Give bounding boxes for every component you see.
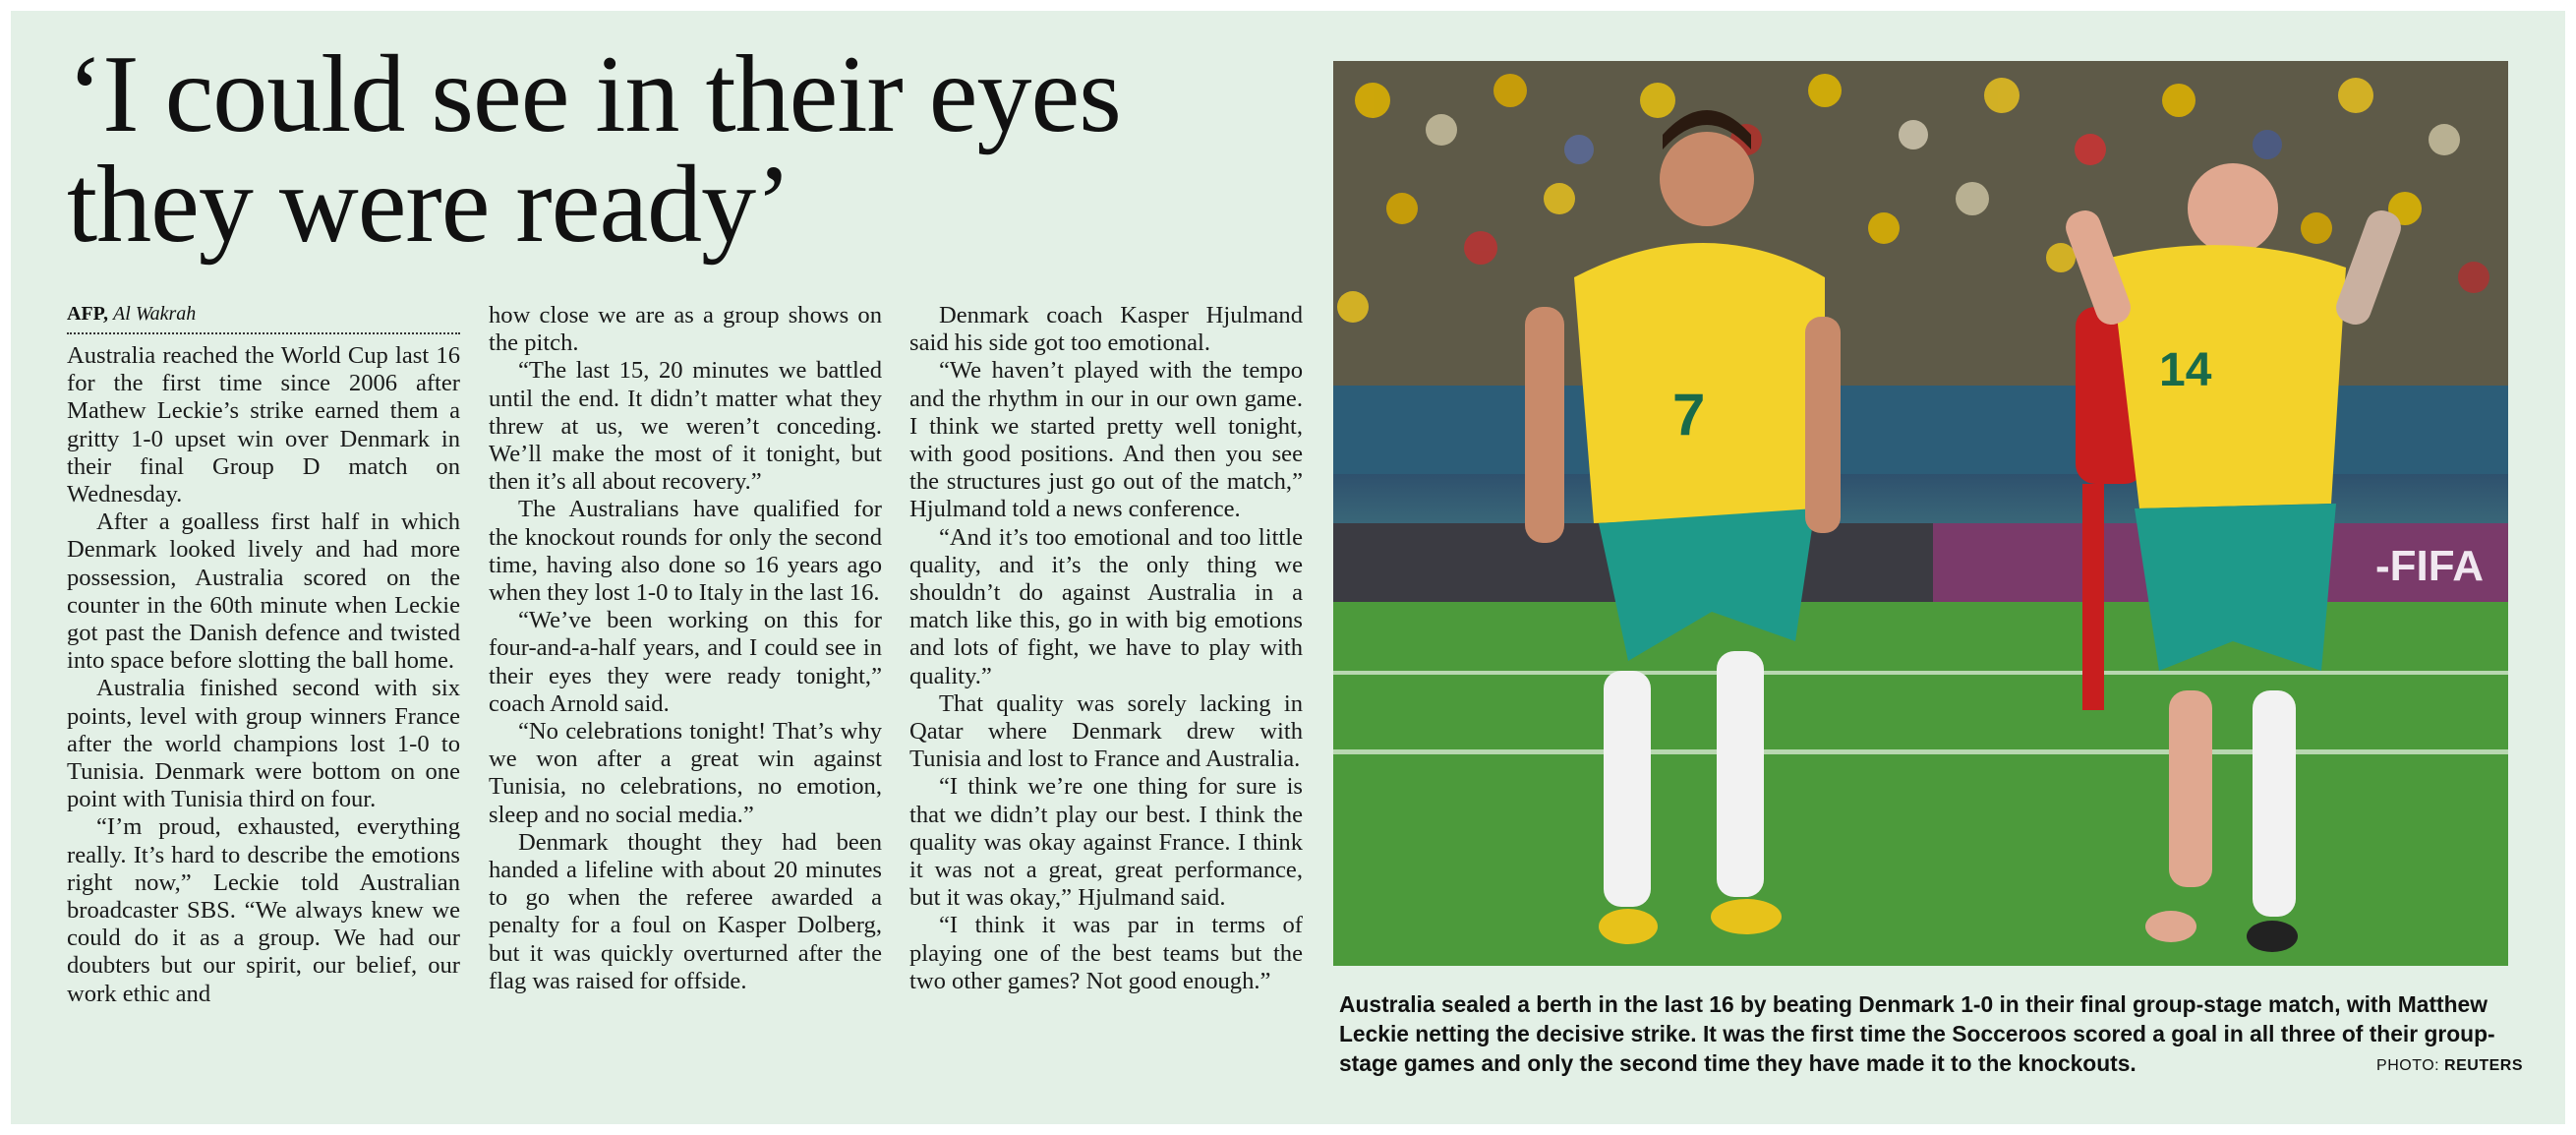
credit-source: REUTERS — [2444, 1057, 2523, 1074]
paragraph: “I think we’re one thing for sure is that we didn’t play our best. I think the quality was okay against France. I think it was not a great, great performance, but it was okay,” Hjulmand said. — [909, 773, 1303, 912]
article-column-2 — [489, 302, 882, 995]
paragraph: how close we are as a group shows on the pitch. — [489, 302, 882, 357]
pitch — [1333, 602, 2508, 966]
paragraph: “We’ve been working on this for four-and-a-half years, and I could see in their eyes they were ready tonight,” coach Arnold said. — [489, 607, 882, 717]
paragraph: Denmark coach Kasper Hjulmand said his side got too emotional. — [909, 302, 1303, 357]
paragraph: “The last 15, 20 minutes we battled until the end. It didn’t matter what they threw at us, we weren’t conceding. We’ll make the most of it tonight, but then it’s all about recovery.” — [489, 357, 882, 496]
photo-illustration — [1333, 61, 2508, 966]
credit-label: PHOTO: — [2376, 1057, 2440, 1074]
headline — [67, 33, 1335, 266]
byline-agency: AFP, — [67, 303, 109, 325]
headline-line-2: they were ready’ — [67, 144, 791, 266]
pitch-line — [1333, 749, 2508, 754]
paragraph: “I’m proud, exhausted, everything really. It’s hard to describe the emotions right now,” Leckie told Australian broadcaster SBS. “We always knew we could do it as a group. We had our doubters but our spirit, our belief, our work ethic and — [67, 813, 460, 1007]
paragraph: “I think it was par in terms of playing one of the best teams but the two other games? Not good enough.” — [909, 912, 1303, 994]
article-column-1 — [67, 302, 460, 1008]
paragraph: Denmark thought they had been handed a lifeline with about 20 minutes to go when the referee awarded a penalty for a foul on Kasper Dolberg, but it was quickly overturned after the flag was raised for offside. — [489, 828, 882, 994]
paragraph: “No celebrations tonight! That’s why we won after a great win against Tunisia, no celebrations, no emotion, sleep and no social media.” — [489, 718, 882, 828]
paragraph: Australia reached the World Cup last 16 for the first time since 2006 after Mathew Leckie’s strike earned them a gritty 1-0 upset win over Denmark in their final Group D match on Wednesday. — [67, 342, 460, 508]
right-jersey-number: 14 — [2159, 344, 2212, 396]
byline-place: Al Wakrah — [113, 303, 197, 325]
byline — [67, 302, 460, 334]
fifa-board-text: -FIFA — [2375, 542, 2484, 590]
paragraph: “We haven’t played with the tempo and the rhythm in our in our own game. I think we started pretty well tonight, with good positions. And then you see the structures just go out of the match,” Hjulmand told a news conference. — [909, 357, 1303, 523]
pitch-line — [1333, 671, 2508, 675]
paragraph: After a goalless first half in which Denmark looked lively and had more possession, Australia scored on the counter in the 60th minute when Leckie got past the Danish defence and twisted into space before slotting the ball home. — [67, 508, 460, 675]
paragraph: That quality was sorely lacking in Qatar where Denmark drew with Tunisia and lost to France and Australia. — [909, 689, 1303, 773]
article-column-3 — [909, 302, 1303, 995]
paragraph: “And it’s too emotional and too little quality, and it’s the only thing we shouldn’t do against Australia in a match like this, go in with big emotions and lots of fight, we have to play with quality.” — [909, 523, 1303, 689]
paragraph: The Australians have qualified for the knockout rounds for only the second time, having also done so 16 years ago when they lost 1-0 to Italy in the last 16. — [489, 496, 882, 607]
headline-line-1: ‘I could see in their eyes — [67, 33, 1121, 155]
photo-caption: Australia sealed a berth in the last 16 by beating Denmark 1-0 in their final group-stage match, with Matthew Leckie netting the decisive strike. It was the first time the Socceroos scored a goal in all three of their group-stage games and only the second time they have made it to the knockouts. — [1339, 991, 2495, 1076]
paragraph: Australia finished second with six points, level with group winners France after the world champions lost 1-0 to Tunisia. Denmark were bottom on one point with Tunisia third on four. — [67, 675, 460, 813]
match-photo — [1333, 61, 2508, 966]
photo-credit — [2376, 1057, 2523, 1075]
left-jersey-number: 7 — [1672, 382, 1706, 448]
